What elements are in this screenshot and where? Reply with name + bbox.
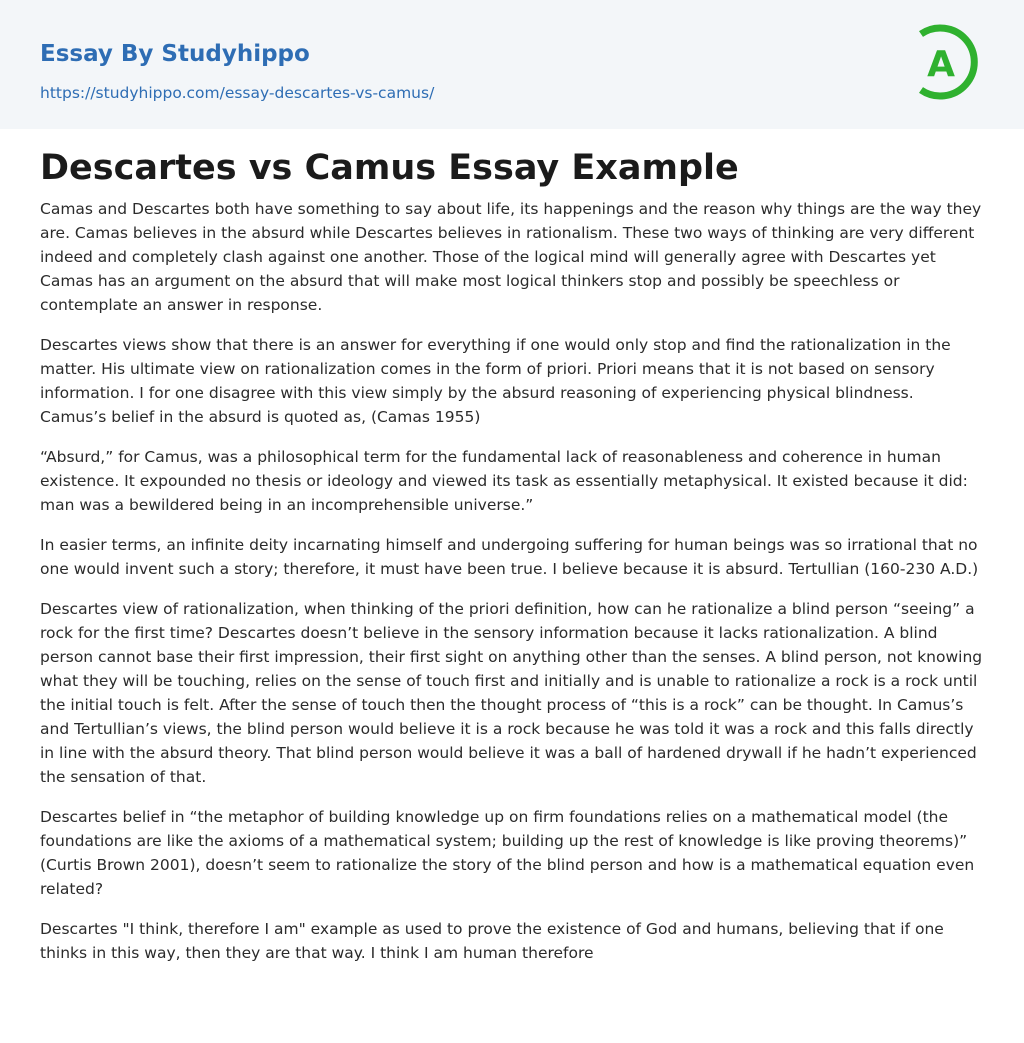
article-paragraph: Descartes "I think, therefore I am" example as used to prove the existence of God and humans, believing that if one thinks in this way, then they are that way. I think I am human therefore: [40, 920, 944, 962]
article-paragraph: Descartes view of rationalization, when thinking of the priori definition, how can he rationalize a blind person “seeing” a rock for the first time? Descartes doesn’t believe in the sensory information because it lacks rationalization. A blind person cannot base their first impression, their first sight on anything other than the senses. A blind person, not knowing what they will be touching, relies on the sense of touch first and initially and is unable to rationalize a rock is a rock until the initial touch is felt. After the sense of touch then the thought process of “this is a rock” can be thought. In Camus’s and Tertullian’s views, the blind person would believe it is a rock because he was told it was a rock and this falls directly in line with the absurd theory. That blind person would believe it was a ball of hardened drywall if he hadn’t experienced the sensation of that.: [40, 600, 983, 786]
article-paragraph: Descartes views show that there is an answer for everything if one would only stop and find the rationalization in the matter. His ultimate view on rationalization comes in the form of priori. Priori means that it is not based on sensory information. I for one disagree with this view simply by the absurd reasoning of experiencing physical blindness. Camus’s belief in the absurd is quoted as, (Camas 1955): [40, 336, 951, 426]
logo-letter: A: [927, 44, 955, 85]
article-paragraph: Camas and Descartes both have something to say about life, its happenings and the reason why things are the way they are. Camas believes in the absurd while Descartes believes in rationalism. These two ways of thinking are very different indeed and completely clash against one another. Those of the logical mind will generally agree with Descartes yet Camas has an argument on the absurd that will make most logical thinkers stop and possibly be speechless or contemplate an answer in response.: [40, 200, 982, 314]
site-brand[interactable]: Essay By Studyhippo: [40, 41, 310, 67]
article: [0, 129, 1024, 965]
page-url-link[interactable]: https://studyhippo.com/essay-descartes-vs-camus/: [40, 84, 435, 102]
article-paragraph: Descartes belief in “the metaphor of building knowledge up on firm foundations relies on a mathematical model (the foundations are like the axioms of a mathematical system; building up the rest of knowledge is like proving theorems)” (Curtis Brown 2001), doesn’t seem to rationalize the story of the blind person and how is a mathematical equation even related?: [40, 808, 975, 898]
article-title: Descartes vs Camus Essay Example: [40, 148, 739, 188]
article-paragraph: In easier terms, an infinite deity incarnating himself and undergoing suffering for human beings was so irrational that no one would invent such a story; therefore, it must have been true. I believe because it is absurd. Tertullian (160-230 A.D.): [40, 536, 979, 578]
studyhippo-logo-icon[interactable]: [913, 20, 985, 104]
article-paragraph: “Absurd,” for Camus, was a philosophical term for the fundamental lack of reasonableness and coherence in human existence. It expounded no thesis or ideology and viewed its task as essentially metaphysical. It existed because it did: man was a bewildered being in an incomprehensible universe.”: [40, 448, 968, 514]
site-header: [0, 0, 1024, 129]
